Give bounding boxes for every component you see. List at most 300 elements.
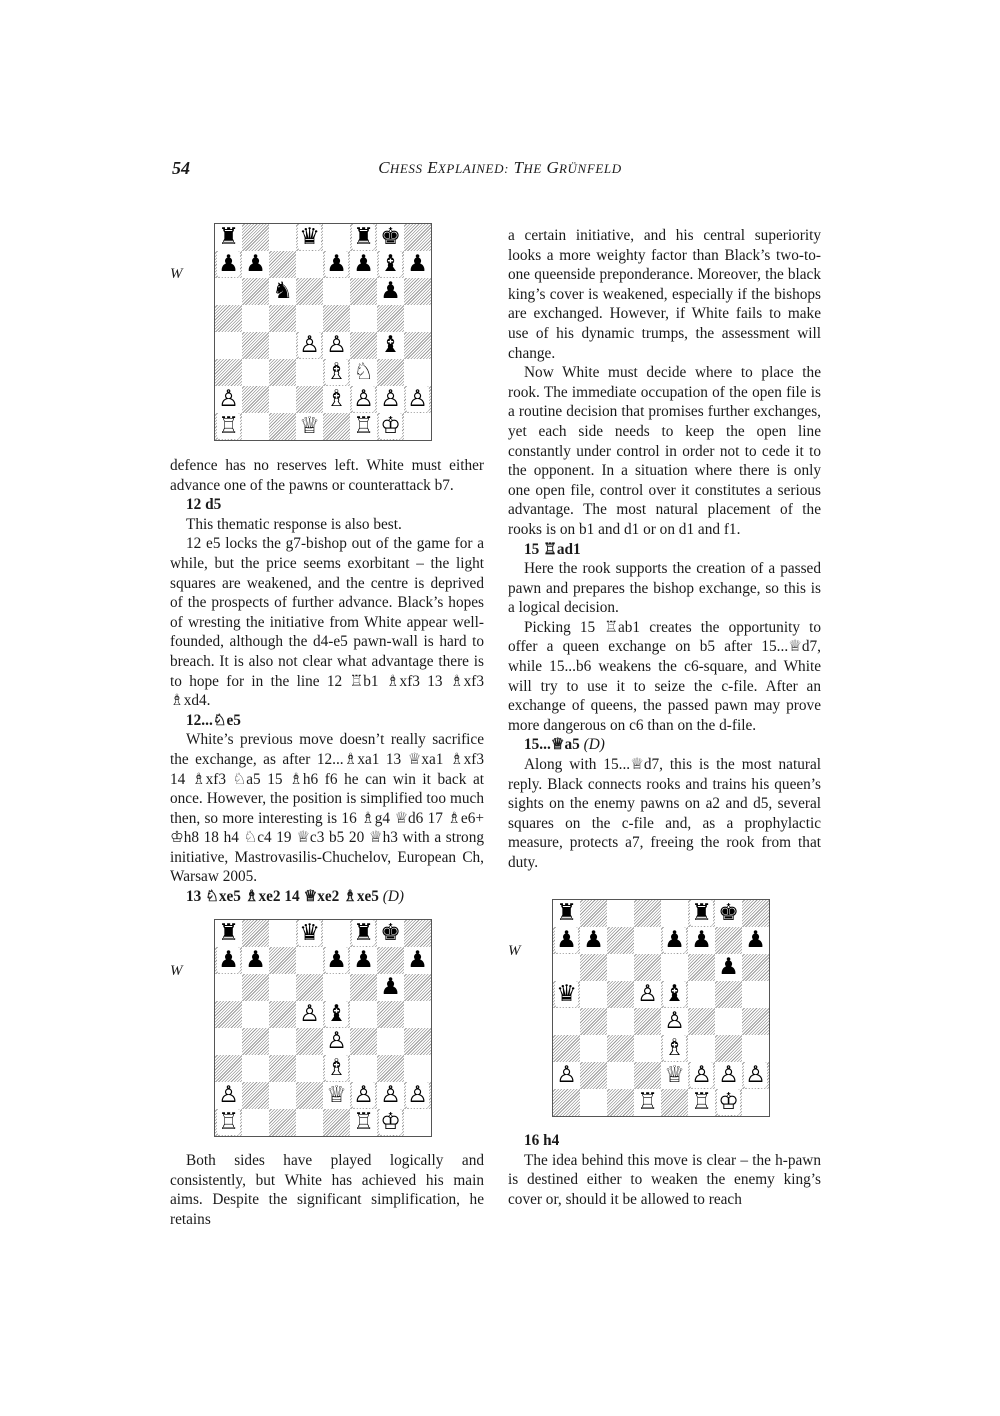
chess-piece-h7	[404, 947, 431, 974]
dark-square	[242, 1028, 269, 1055]
light-square	[553, 954, 580, 981]
chess-piece-g8	[377, 224, 404, 251]
chess-piece-d4	[296, 332, 323, 359]
light-square	[661, 900, 688, 927]
dark-square	[242, 386, 269, 413]
dark-square	[296, 1082, 323, 1109]
chess-piece-a5	[553, 981, 580, 1008]
title-letter: G	[546, 158, 560, 177]
text-column-left-bottom	[170, 1151, 484, 1229]
move-heading: 15 ♖ad1	[524, 540, 581, 558]
chess-diagram	[214, 223, 432, 441]
piece-glyph: ♜	[691, 900, 712, 926]
chess-piece-d5	[296, 1001, 323, 1028]
chess-piece-e3	[323, 359, 350, 386]
piece-glyph: ♖	[218, 413, 239, 439]
piece-glyph: ♟	[380, 278, 401, 304]
dark-square	[553, 1035, 580, 1062]
light-square	[553, 1008, 580, 1035]
chess-piece-f8	[350, 224, 377, 251]
piece-glyph: ♙	[407, 386, 428, 412]
piece-glyph: ♟	[218, 947, 239, 973]
piece-glyph: ♙	[380, 1082, 401, 1108]
dark-square	[742, 1008, 769, 1035]
dark-square	[377, 947, 404, 974]
piece-glyph: ♜	[556, 900, 577, 926]
chess-piece-f7	[350, 251, 377, 278]
chess-piece-a8	[215, 224, 242, 251]
dark-square	[607, 981, 634, 1008]
chess-piece-e4	[661, 1008, 688, 1035]
dark-square	[296, 974, 323, 1001]
piece-glyph: ♛	[299, 920, 320, 946]
dark-square	[377, 1001, 404, 1028]
piece-glyph: ♗	[326, 359, 347, 385]
piece-glyph: ♜	[353, 224, 374, 250]
dark-square	[742, 900, 769, 927]
light-square	[269, 974, 296, 1001]
light-square	[215, 1028, 242, 1055]
light-square	[404, 1109, 431, 1136]
dark-square	[269, 1109, 296, 1136]
paragraph: Picking 15 ♖ab1 creates the opportunity to offer a queen exchange on b5 after 15...♕d7, while 15...b6 weakens the c6-square, and White will try to use it to seize the c-file. After an exchange of queens, the passed pawn may prove more dangerous on c6 than on the d-file.	[508, 618, 821, 734]
chess-piece-e5	[661, 981, 688, 1008]
piece-glyph: ♖	[353, 413, 374, 439]
title-letter: C	[378, 158, 390, 177]
chess-piece-f7	[688, 927, 715, 954]
chess-piece-e7	[323, 251, 350, 278]
piece-glyph: ♕	[299, 413, 320, 439]
paragraph: The idea behind this move is clear – the h-pawn is destined either to weaken the enemy king’s cover or, should it be allowed to reach	[508, 1151, 821, 1208]
light-square	[715, 1008, 742, 1035]
dark-square	[269, 305, 296, 332]
chess-piece-e5	[323, 1001, 350, 1028]
light-square	[242, 1001, 269, 1028]
dark-square	[404, 974, 431, 1001]
dark-square	[634, 1008, 661, 1035]
light-square	[215, 278, 242, 305]
piece-glyph: ♖	[691, 1089, 712, 1115]
chess-piece-a7	[215, 251, 242, 278]
piece-glyph: ♚	[718, 900, 739, 926]
chess-piece-a2	[215, 1082, 242, 1109]
chess-piece-e2	[323, 386, 350, 413]
piece-glyph: ♙	[745, 1062, 766, 1088]
light-square	[323, 920, 350, 947]
piece-glyph: ♙	[299, 1001, 320, 1027]
paragraph: White’s previous move doesn’t really sacrifice the exchange, as after 12...♗xa1 13 ♕xa1 ♗xf3 14 ♗xf3 ♘a5 15 ♗h6 f6 he can win it back at once. However, the position is simplified too much then, so more interesting is 16 ♗g4 ♕d6 17 ♗e6+ ♔h8 18 h4 ♘c4 19 ♕c3 b5 20 ♕h3 with a strong initiative, Mastrovasilis-Chuchelov, European Ch, Warsaw 2005.	[170, 731, 484, 886]
piece-glyph: ♗	[664, 1035, 685, 1061]
chess-piece-h2	[404, 1082, 431, 1109]
light-square	[269, 332, 296, 359]
piece-glyph: ♛	[556, 981, 577, 1007]
piece-glyph: ♙	[218, 386, 239, 412]
piece-glyph: ♟	[353, 947, 374, 973]
light-square	[296, 1109, 323, 1136]
title-smallcaps: XPLAINED:	[437, 161, 510, 176]
light-square	[607, 900, 634, 927]
light-square	[269, 920, 296, 947]
light-square	[404, 305, 431, 332]
light-square	[296, 305, 323, 332]
piece-glyph: ♟	[353, 251, 374, 277]
dark-square	[715, 981, 742, 1008]
dark-square	[715, 1035, 742, 1062]
light-square	[269, 1028, 296, 1055]
chess-piece-g2	[377, 1082, 404, 1109]
chess-piece-f1	[350, 413, 377, 440]
dark-square	[269, 251, 296, 278]
piece-glyph: ♚	[380, 224, 401, 250]
chess-diagram	[214, 919, 432, 1137]
light-square	[742, 1035, 769, 1062]
dark-square	[269, 359, 296, 386]
chess-piece-e3	[323, 1055, 350, 1082]
chess-piece-a8	[215, 920, 242, 947]
dark-square	[634, 900, 661, 927]
light-square	[404, 359, 431, 386]
dark-square	[404, 1028, 431, 1055]
piece-glyph: ♙	[299, 332, 320, 358]
light-square	[404, 1001, 431, 1028]
chess-piece-d5	[634, 981, 661, 1008]
paragraph: a certain initiative, and his central superiority looks a more weighty factor than Black’s two-to-one queenside preponderance. Moreover, the black king’s cover is weakened, especially if the bishops are exchanged. However, if White fails to make use of his dynamic trumps, the assessment will change.	[508, 227, 821, 362]
piece-glyph: ♟	[245, 251, 266, 277]
piece-glyph: ♗	[326, 1055, 347, 1081]
dark-square	[350, 332, 377, 359]
dark-square	[607, 1089, 634, 1116]
light-square	[269, 224, 296, 251]
chess-piece-g8	[715, 900, 742, 927]
light-square	[296, 947, 323, 974]
light-square	[242, 413, 269, 440]
piece-glyph: ♜	[218, 920, 239, 946]
light-square	[296, 251, 323, 278]
chess-piece-e4	[323, 1028, 350, 1055]
paragraph: defence has no reserves left. White must either advance one of the pawns or counterattack b7.	[170, 457, 484, 494]
chess-piece-h7	[404, 251, 431, 278]
text-column-left	[170, 456, 484, 907]
chess-piece-g1	[377, 1109, 404, 1136]
piece-glyph: ♟	[218, 251, 239, 277]
dark-square	[215, 1001, 242, 1028]
diagram-tag: (D)	[382, 888, 404, 906]
dark-square	[404, 332, 431, 359]
light-square	[323, 278, 350, 305]
paragraph: Here the rook supports the creation of a passed pawn and prepares the bishop exchange, so this is a logical decision.	[508, 560, 821, 617]
move-heading: 12...♘e5	[186, 711, 241, 729]
piece-glyph: ♙	[407, 1082, 428, 1108]
dark-square	[377, 1055, 404, 1082]
title-letter: E	[427, 158, 438, 177]
title-smallcaps: HE	[523, 161, 542, 176]
dark-square	[404, 920, 431, 947]
light-square	[404, 1055, 431, 1082]
piece-glyph: ♛	[299, 224, 320, 250]
chess-piece-e3	[661, 1035, 688, 1062]
dark-square	[580, 900, 607, 927]
move-heading	[170, 887, 484, 907]
piece-glyph: ♜	[353, 920, 374, 946]
chess-piece-f3	[350, 359, 377, 386]
piece-glyph: ♟	[691, 927, 712, 953]
light-square	[377, 1028, 404, 1055]
light-square	[269, 1082, 296, 1109]
dark-square	[377, 305, 404, 332]
light-square	[742, 981, 769, 1008]
piece-glyph: ♙	[380, 386, 401, 412]
dark-square	[404, 278, 431, 305]
paragraph: This thematic response is also best.	[186, 515, 402, 533]
dark-square	[242, 332, 269, 359]
chess-piece-e7	[323, 947, 350, 974]
dark-square	[580, 954, 607, 981]
paragraph: Both sides have played logically and consistently, but White has achieved his main aims. Despite the significant simplification, he retains	[170, 1152, 484, 1228]
move-heading: 12 d5	[186, 496, 222, 514]
piece-glyph: ♔	[380, 1109, 401, 1135]
chess-piece-e2	[661, 1062, 688, 1089]
piece-glyph: ♝	[326, 1001, 347, 1027]
chess-piece-b7	[580, 927, 607, 954]
dark-square	[607, 1035, 634, 1062]
chess-piece-g6	[377, 278, 404, 305]
dark-square	[269, 413, 296, 440]
title-letter: T	[513, 158, 524, 177]
paragraph: Along with 15...♕d7, this is the most natural reply. Black connects rooks and trains his queen’s sights on the enemy pawns on a2 and d5, several squares on the c-file and, as a prophylactic measure, protects a7, freeing the rook from that duty.	[508, 756, 821, 871]
chess-piece-a7	[553, 927, 580, 954]
dark-square	[377, 359, 404, 386]
title-smallcaps: HESS	[389, 161, 423, 176]
light-square	[215, 974, 242, 1001]
dark-square	[296, 386, 323, 413]
move-heading	[508, 735, 821, 755]
piece-glyph: ♞	[272, 278, 293, 304]
move-text: 13 ♘xe5 ♗xe2 14 ♕xe2 ♗xe5	[186, 888, 379, 906]
dark-square	[607, 927, 634, 954]
chess-piece-a1	[215, 413, 242, 440]
chess-piece-a2	[215, 386, 242, 413]
piece-glyph: ♖	[218, 1109, 239, 1135]
text-column-right	[508, 226, 821, 873]
paragraph: 12 e5 locks the g7-bishop out of the game for a while, but the price seems exorbitant – the light squares are weakened, and the centre is deprived of the prospects of further advance. Black’s hopes of wresting the initiative from White appear well-founded, although the d4-e5 pawn-wall is hard to breach. It is also not clear what advantage there is to hope for in the line 12 ♖b1 ♗xf3 13 ♗xf3 ♗xd4.	[170, 535, 484, 710]
piece-glyph: ♟	[718, 954, 739, 980]
chess-piece-g1	[715, 1089, 742, 1116]
side-to-move-label: W	[170, 963, 183, 979]
light-square	[607, 1062, 634, 1089]
piece-glyph: ♙	[664, 1008, 685, 1034]
chess-piece-g1	[377, 413, 404, 440]
chess-piece-a7	[215, 947, 242, 974]
light-square	[661, 954, 688, 981]
dark-square	[296, 1028, 323, 1055]
light-square	[296, 359, 323, 386]
chess-piece-g7	[377, 251, 404, 278]
piece-glyph: ♗	[326, 386, 347, 412]
piece-glyph: ♘	[353, 359, 374, 385]
light-square	[688, 1035, 715, 1062]
chess-piece-e2	[323, 1082, 350, 1109]
light-square	[323, 224, 350, 251]
dark-square	[634, 1062, 661, 1089]
piece-glyph: ♙	[353, 1082, 374, 1108]
paragraph: Now White must decide where to place the rook. The immediate occupation of the open file is a routine decision that promises further exchanges, yet each side needs to keep the open line constantly under control in order not to cede it to the opponent. In a situation where there is only one open file, control over it constitutes a serious advantage. The most natural placement of the rooks is on b1 and d1 or on d1 and f1.	[508, 364, 821, 538]
dark-square	[742, 954, 769, 981]
chess-piece-a1	[215, 1109, 242, 1136]
chess-piece-f7	[350, 947, 377, 974]
chess-piece-d1	[634, 1089, 661, 1116]
light-square	[580, 1089, 607, 1116]
dark-square	[350, 974, 377, 1001]
chess-piece-h7	[742, 927, 769, 954]
piece-glyph: ♟	[556, 927, 577, 953]
chess-piece-f2	[350, 386, 377, 413]
light-square	[242, 1109, 269, 1136]
chess-piece-f8	[688, 900, 715, 927]
light-square	[323, 974, 350, 1001]
dark-square	[350, 1028, 377, 1055]
diagram-tag: (D)	[583, 736, 605, 754]
piece-glyph: ♙	[218, 1082, 239, 1108]
dark-square	[715, 927, 742, 954]
chess-piece-a8	[553, 900, 580, 927]
dark-square	[580, 1062, 607, 1089]
dark-square	[553, 1089, 580, 1116]
piece-glyph: ♟	[326, 251, 347, 277]
piece-glyph: ♔	[718, 1089, 739, 1115]
chess-piece-g6	[377, 974, 404, 1001]
dark-square	[688, 954, 715, 981]
move-heading: 16 h4	[524, 1132, 560, 1149]
piece-glyph: ♟	[326, 947, 347, 973]
piece-glyph: ♖	[637, 1089, 658, 1115]
chess-piece-g8	[377, 920, 404, 947]
chess-piece-c6	[269, 278, 296, 305]
chess-piece-h2	[404, 386, 431, 413]
light-square	[296, 1055, 323, 1082]
light-square	[607, 954, 634, 981]
dark-square	[242, 224, 269, 251]
light-square	[269, 386, 296, 413]
piece-glyph: ♟	[745, 927, 766, 953]
light-square	[215, 332, 242, 359]
dark-square	[215, 359, 242, 386]
chess-piece-g2	[715, 1062, 742, 1089]
piece-glyph: ♟	[407, 251, 428, 277]
light-square	[350, 1055, 377, 1082]
light-square	[580, 981, 607, 1008]
piece-glyph: ♙	[326, 332, 347, 358]
chess-piece-d1	[296, 413, 323, 440]
dark-square	[269, 947, 296, 974]
chess-piece-f1	[688, 1089, 715, 1116]
dark-square	[634, 954, 661, 981]
chess-piece-e7	[661, 927, 688, 954]
page-number: 54	[172, 158, 190, 178]
piece-glyph: ♜	[218, 224, 239, 250]
light-square	[404, 413, 431, 440]
piece-glyph: ♝	[380, 332, 401, 358]
piece-glyph: ♟	[407, 947, 428, 973]
light-square	[607, 1008, 634, 1035]
piece-glyph: ♝	[664, 981, 685, 1007]
light-square	[634, 927, 661, 954]
piece-glyph: ♙	[556, 1062, 577, 1088]
chess-piece-g4	[377, 332, 404, 359]
dark-square	[323, 305, 350, 332]
dark-square	[242, 1082, 269, 1109]
piece-glyph: ♟	[380, 974, 401, 1000]
chess-piece-d8	[296, 920, 323, 947]
chess-piece-b7	[242, 947, 269, 974]
chess-piece-h2	[742, 1062, 769, 1089]
dark-square	[215, 305, 242, 332]
piece-glyph: ♙	[691, 1062, 712, 1088]
chess-piece-g2	[377, 386, 404, 413]
piece-glyph: ♖	[353, 1109, 374, 1135]
light-square	[242, 1055, 269, 1082]
running-title	[172, 158, 828, 178]
dark-square	[661, 1089, 688, 1116]
side-to-move-label: W	[508, 943, 521, 959]
text-column-right-bottom	[508, 1131, 821, 1209]
dark-square	[242, 920, 269, 947]
light-square	[242, 305, 269, 332]
light-square	[350, 1001, 377, 1028]
chess-piece-g6	[715, 954, 742, 981]
chess-piece-d8	[296, 224, 323, 251]
light-square	[742, 1089, 769, 1116]
light-square	[350, 305, 377, 332]
dark-square	[242, 278, 269, 305]
move-text: 15...♕a5	[524, 736, 580, 754]
dark-square	[404, 224, 431, 251]
dark-square	[688, 1008, 715, 1035]
piece-glyph: ♙	[326, 1028, 347, 1054]
dark-square	[269, 1055, 296, 1082]
piece-glyph: ♟	[583, 927, 604, 953]
dark-square	[323, 1109, 350, 1136]
dark-square	[215, 1055, 242, 1082]
piece-glyph: ♝	[380, 251, 401, 277]
dark-square	[296, 278, 323, 305]
chess-diagram	[552, 899, 770, 1117]
light-square	[688, 981, 715, 1008]
chess-piece-b7	[242, 251, 269, 278]
running-header	[172, 158, 828, 184]
dark-square	[323, 413, 350, 440]
piece-glyph: ♟	[245, 947, 266, 973]
piece-glyph: ♟	[664, 927, 685, 953]
light-square	[242, 359, 269, 386]
dark-square	[269, 1001, 296, 1028]
chess-piece-a2	[553, 1062, 580, 1089]
dark-square	[580, 1008, 607, 1035]
dark-square	[350, 278, 377, 305]
piece-glyph: ♔	[380, 413, 401, 439]
piece-glyph: ♙	[353, 386, 374, 412]
chess-piece-f1	[350, 1109, 377, 1136]
piece-glyph: ♙	[718, 1062, 739, 1088]
piece-glyph: ♚	[380, 920, 401, 946]
chess-piece-f8	[350, 920, 377, 947]
piece-glyph: ♕	[326, 1082, 347, 1108]
piece-glyph: ♕	[664, 1062, 685, 1088]
chess-piece-f2	[350, 1082, 377, 1109]
side-to-move-label: W	[170, 266, 183, 282]
chess-piece-e4	[323, 332, 350, 359]
light-square	[634, 1035, 661, 1062]
dark-square	[242, 974, 269, 1001]
